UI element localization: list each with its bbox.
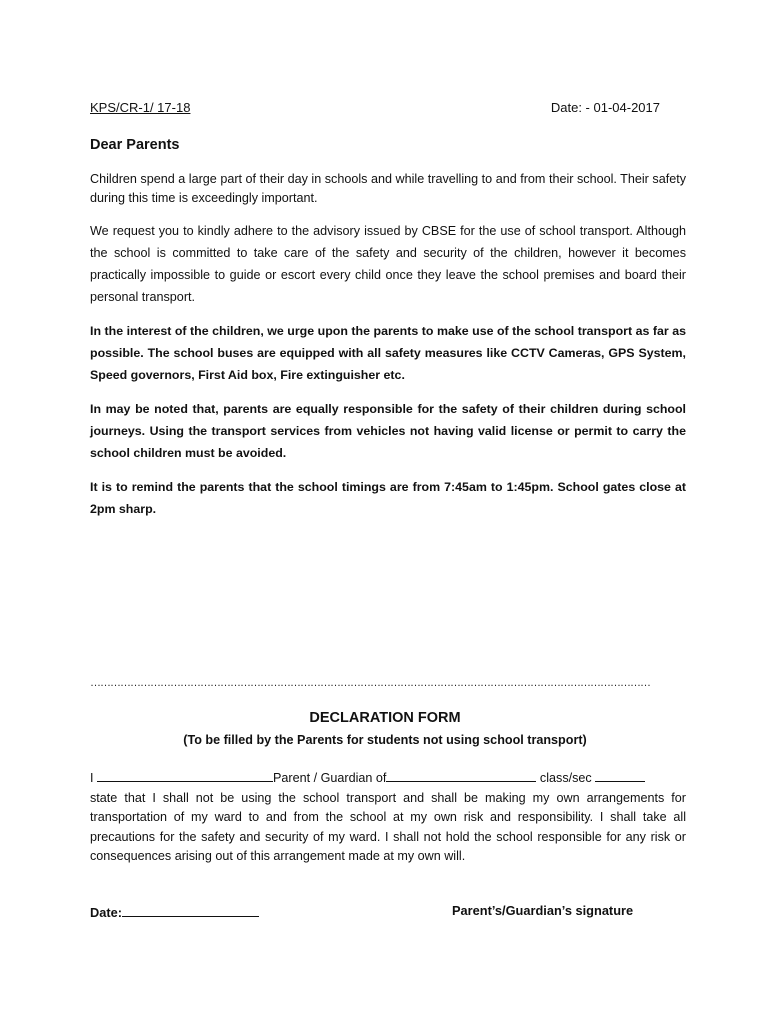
declaration-body: state that I shall not be using the school transport and shall be making my own arrangements for transportation of my ward to and from the school at my own risk and responsibility. I shall take all precautions for the safety and security of my ward. I shall not hold the school responsible for any risk or consequences arising out of this arrangement made at my own will. — [90, 790, 686, 863]
declaration-form-title: DECLARATION FORM — [309, 710, 461, 726]
pronoun-i: I — [90, 771, 94, 785]
reference-number: KPS/CR-1/ 17-18 — [90, 100, 191, 115]
date-blank[interactable] — [122, 903, 259, 917]
signature-label: Parent’s/Guardian’s signature — [452, 903, 634, 918]
letter-date: Date: - 01-04-2017 — [550, 100, 660, 115]
class-sec-blank[interactable] — [595, 768, 645, 782]
paragraph-4: In may be noted that, parents are equally responsible for the safety of their children during school journeys. Using the transport services from vehicles not having valid license or permit to carry the school children must be avoided. — [90, 402, 686, 460]
paragraph-2: We request you to kindly adhere to the advisory issued by CBSE for the use of school transport. Although the school is committed to take care of the safety and security of the children, however it becomes practically impossible to guide or escort every child once they leave the school premises and board their personal transport. — [90, 224, 686, 304]
cut-line-divider: …………………………………………………………………………………………………………………………………………………… — [90, 677, 650, 689]
salutation: Dear Parents — [90, 137, 180, 153]
paragraph-1: Children spend a large part of their day in schools and while travelling to and from their school. Their safety during this time is exceedingly important. — [90, 172, 686, 205]
paragraph-3: In the interest of the children, we urge upon the parents to make use of the school transport as far as possible. The school buses are equipped with all safety measures like CCTV Cameras, GPS System, Speed governors, First Aid box, Fire extinguisher etc. — [90, 324, 686, 382]
declaration-form-subtitle: (To be filled by the Parents for students not using school transport) — [183, 733, 587, 747]
declaration-fill-line — [90, 768, 686, 789]
parent-guardian-of-label: Parent / Guardian of — [273, 771, 387, 785]
date-label: Date: — [90, 905, 122, 920]
date-field — [90, 903, 259, 920]
student-name-blank[interactable] — [386, 768, 536, 782]
paragraph-5: It is to remind the parents that the school timings are from 7:45am to 1:45pm. School gates close at 2pm sharp. — [90, 480, 686, 516]
parent-name-blank[interactable] — [97, 768, 273, 782]
class-sec-label: class/sec — [539, 771, 592, 785]
header-line — [90, 100, 660, 115]
declaration-text — [90, 768, 686, 867]
